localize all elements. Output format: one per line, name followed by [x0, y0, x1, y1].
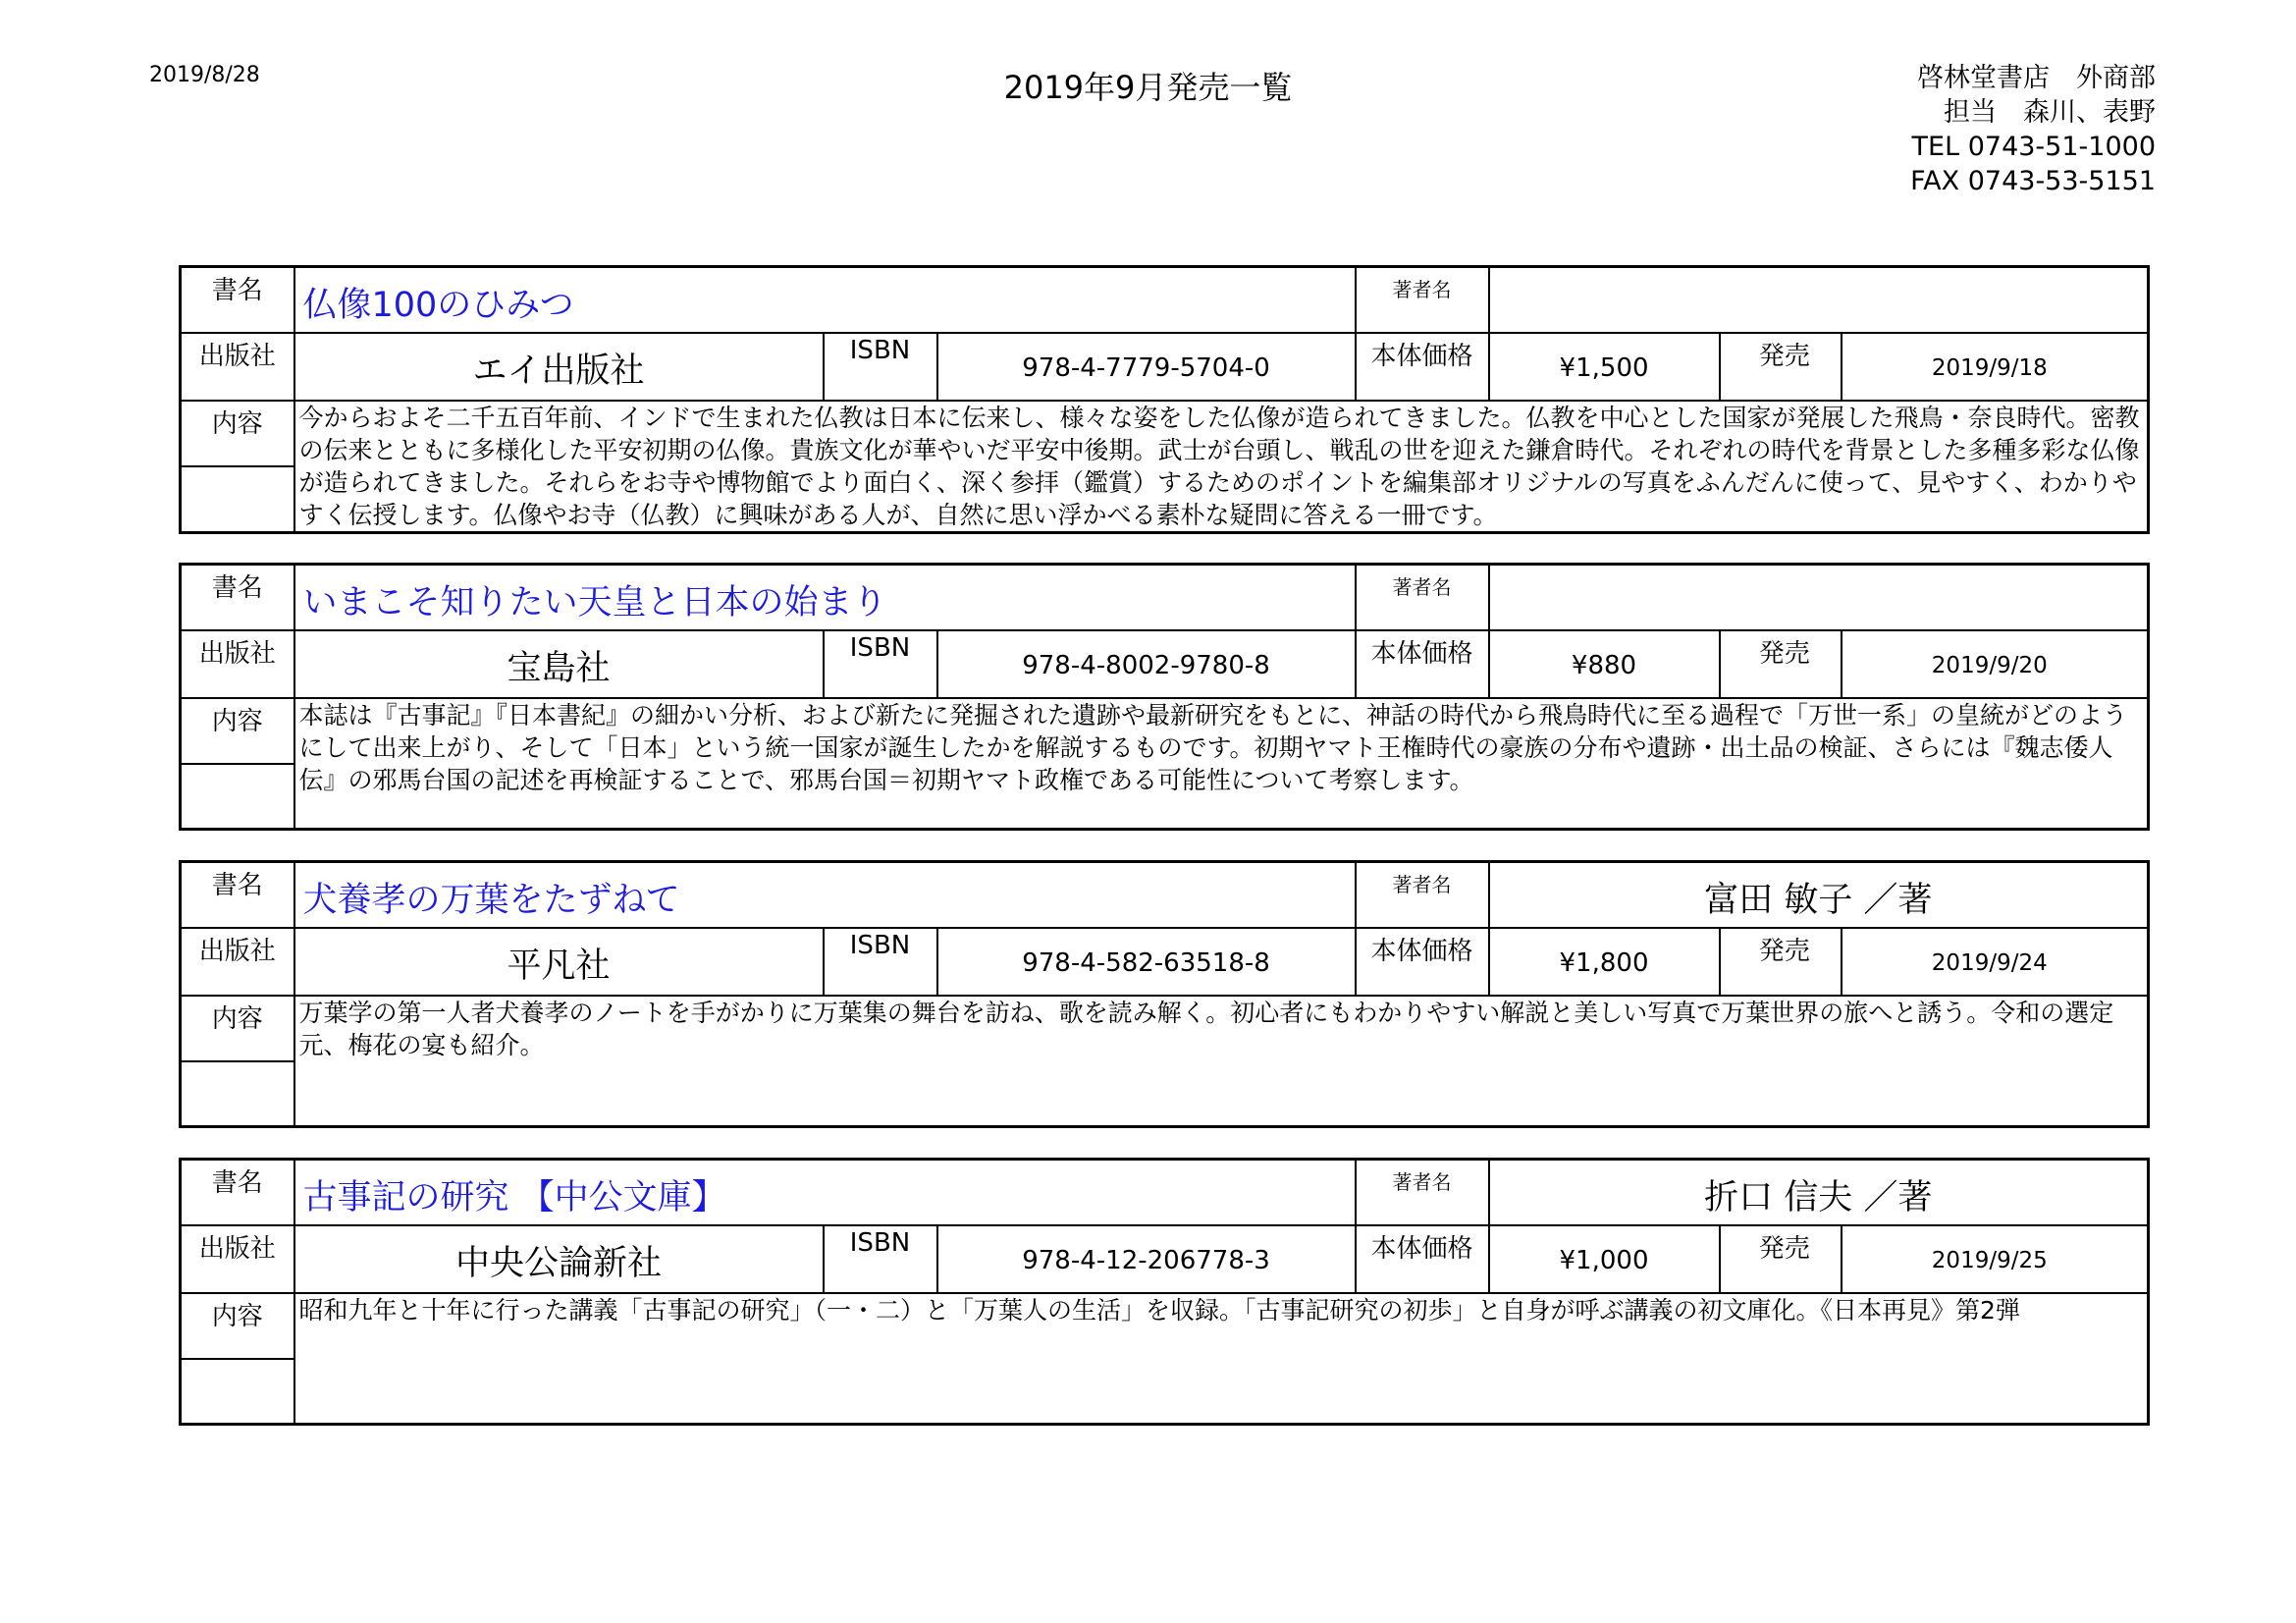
book-title: 古事記の研究 【中公文庫】: [294, 1160, 1356, 1225]
book-author: 折口 信夫 ／著: [1489, 1160, 2149, 1225]
book-price: ¥880: [1489, 630, 1720, 698]
release-label: 発売: [1729, 631, 1842, 697]
book-publisher: 中央公論新社: [294, 1225, 824, 1293]
book-isbn: 978-4-8002-9780-8: [937, 630, 1356, 698]
book-release-date: [1720, 1225, 2149, 1293]
release-label: 発売: [1729, 334, 1842, 400]
book-description: 昭和九年と十年に行った講義「古事記の研究」（一・二）と「万葉人の生活」を収録。「古事記研究の初歩」と自身が呼ぶ講義の初文庫化。《日本再見》第2弾: [298, 1295, 2020, 1325]
price-label: 本体価格: [1356, 928, 1489, 996]
book-publisher: 宝島社: [294, 630, 824, 698]
book-price: ¥1,000: [1489, 1225, 1720, 1293]
publisher-label: 出版社: [181, 630, 294, 698]
book-entry: [179, 563, 2150, 831]
book-isbn: 978-4-12-206778-3: [937, 1225, 1356, 1293]
store-phone: TEL 0743-51-1000: [1911, 132, 2156, 162]
book-description-cell: [294, 698, 2149, 830]
book-author: [1489, 267, 2149, 333]
book-release-date: [1720, 928, 2149, 996]
book-price: ¥1,500: [1489, 333, 1720, 401]
price-label: 本体価格: [1356, 630, 1489, 698]
book-isbn: 978-4-582-63518-8: [937, 928, 1356, 996]
content-label: 内容: [182, 699, 294, 765]
store-name: 啓林堂書店 外商部: [1917, 63, 2156, 93]
release-value: 2019/9/24: [1931, 949, 2048, 976]
title-label: 書名: [181, 565, 294, 630]
store-contact: [1910, 61, 2156, 198]
content-label-cell: [181, 698, 294, 830]
book-author: 富田 敏子 ／著: [1489, 862, 2149, 928]
content-label-cell: [181, 1293, 294, 1425]
price-label: 本体価格: [1356, 1225, 1489, 1293]
book-description-cell: [294, 401, 2149, 533]
book-release-date: [1720, 630, 2149, 698]
price-label: 本体価格: [1356, 333, 1489, 401]
isbn-label: ISBN: [824, 333, 937, 401]
document-title: 2019年9月発売一覧: [1003, 69, 1293, 106]
content-label: 内容: [182, 402, 294, 467]
book-entry: [179, 860, 2150, 1128]
book-description: 万葉学の第一人者犬養孝のノートを手がかりに万葉集の舞台を訪ね、歌を読み解く。初心者にもわかりやすい解説と美しい写真で万葉世界の旅へと誘う。令和の選定元、梅花の宴も紹介。: [298, 998, 2114, 1059]
publisher-label: 出版社: [181, 1225, 294, 1293]
author-label: 著者名: [1356, 1160, 1489, 1225]
isbn-label: ISBN: [824, 928, 937, 996]
content-label: 内容: [182, 1294, 294, 1360]
title-label: 書名: [181, 267, 294, 333]
title-label: 書名: [181, 862, 294, 928]
release-value: 2019/9/20: [1931, 652, 2048, 678]
release-value: 2019/9/18: [1931, 354, 2048, 381]
isbn-label: ISBN: [824, 630, 937, 698]
book-price: ¥1,800: [1489, 928, 1720, 996]
book-author: [1489, 565, 2149, 630]
book-isbn: 978-4-7779-5704-0: [937, 333, 1356, 401]
publisher-label: 出版社: [181, 928, 294, 996]
book-description-cell: [294, 996, 2149, 1127]
release-value: 2019/9/25: [1931, 1247, 2048, 1273]
book-description-cell: [294, 1293, 2149, 1425]
store-fax: FAX 0743-53-5151: [1910, 166, 2156, 196]
author-label: 著者名: [1356, 565, 1489, 630]
book-release-date: [1720, 333, 2149, 401]
book-entry: [179, 1158, 2150, 1426]
author-label: 著者名: [1356, 862, 1489, 928]
publisher-label: 出版社: [181, 333, 294, 401]
book-title: 仏像100のひみつ: [294, 267, 1356, 333]
book-title: 犬養孝の万葉をたずねて: [294, 862, 1356, 928]
document-date: 2019/8/28: [149, 63, 260, 87]
book-entry: [179, 265, 2150, 534]
book-publisher: 平凡社: [294, 928, 824, 996]
release-label: 発売: [1729, 1226, 1842, 1292]
content-label: 内容: [182, 997, 294, 1062]
book-publisher: エイ出版社: [294, 333, 824, 401]
book-description: 本誌は『古事記』『日本書紀』の細かい分析、および新たに発掘された遺跡や最新研究をもとに、神話の時代から飛鳥時代に至る過程で「万世一系」の皇統がどのようにして出来上がり、そして「日本」という統一国家が誕生したかを解説するものです。初期ヤマト王権時代の豪族の分布や遺跡・出土品の検証、さらには『魏志倭人伝』の邪馬台国の記述を再検証することで、邪馬台国＝初期ヤマト政権である可能性について考察します。: [298, 700, 2128, 794]
book-title: いまこそ知りたい天皇と日本の始まり: [294, 565, 1356, 630]
release-label: 発売: [1729, 929, 1842, 995]
author-label: 著者名: [1356, 267, 1489, 333]
store-staff: 担当 森川、表野: [1944, 97, 2156, 128]
book-description: 今からおよそ二千五百年前、インドで生まれた仏教は日本に伝来し、様々な姿をした仏像が造られてきました。仏教を中心とした国家が発展した飛鳥・奈良時代。密教の伝来とともに多様化した平安初期の仏像。貴族文化が華やいだ平安中後期。武士が台頭し、戦乱の世を迎えた鎌倉時代。それぞれの時代を背景とした多種多彩な仏像が造られてきました。それらをお寺や博物館でより面白く、深く参拝（鑑賞）するためのポイントを編集部オリジナルの写真をふんだんに使って、見やすく、わかりやすく伝授します。仏像やお寺（仏教）に興味がある人が、自然に思い浮かべる素朴な疑問に答える一冊です。: [298, 403, 2140, 529]
title-label: 書名: [181, 1160, 294, 1225]
content-label-cell: [181, 996, 294, 1127]
isbn-label: ISBN: [824, 1225, 937, 1293]
content-label-cell: [181, 401, 294, 533]
